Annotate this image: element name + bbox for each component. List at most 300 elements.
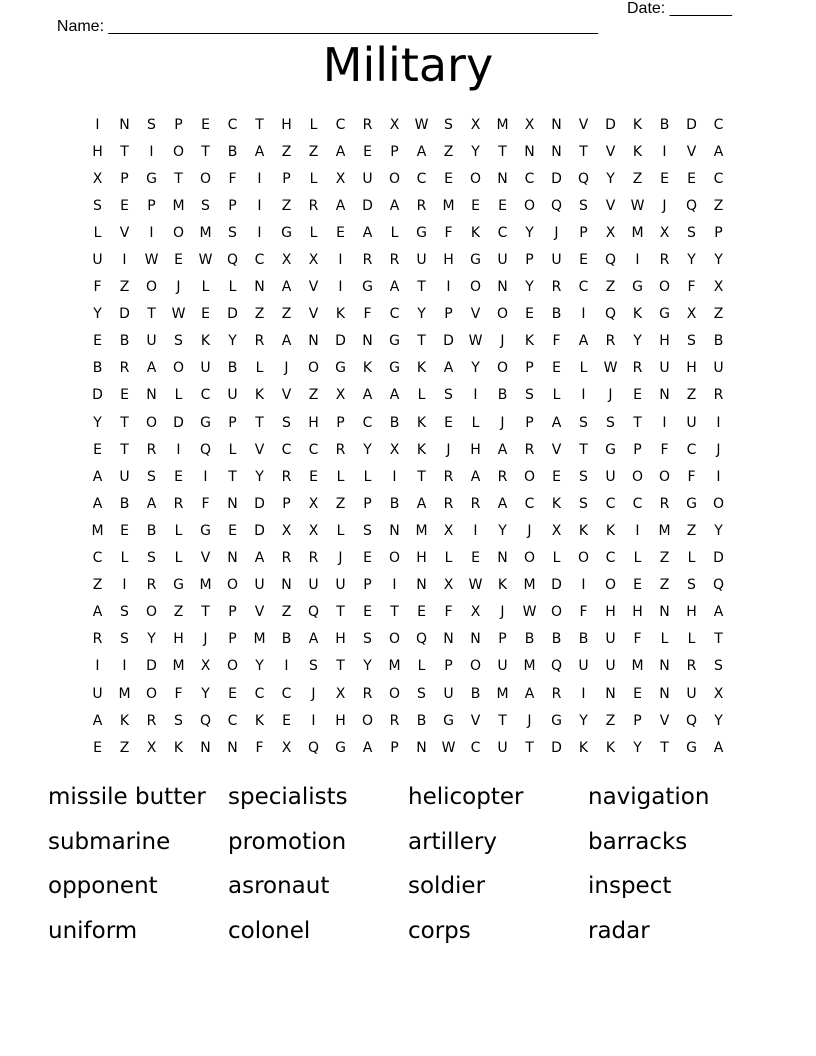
grid-letter: E <box>93 333 102 350</box>
grid-letter: T <box>579 441 588 458</box>
grid-letter: A <box>146 360 157 377</box>
grid-letter: A <box>281 279 292 296</box>
grid-letter: Y <box>633 333 642 350</box>
grid-letter: G <box>335 360 346 377</box>
word-list-item: submarine <box>48 828 171 855</box>
grid-letter: G <box>686 739 697 756</box>
grid-letter: F <box>201 495 210 512</box>
grid-letter: U <box>335 577 346 594</box>
grid-letter: R <box>362 116 373 133</box>
grid-letter: K <box>119 712 130 729</box>
grid-letter: S <box>120 631 129 648</box>
grid-letter: K <box>416 441 427 458</box>
grid-letter: R <box>335 441 346 458</box>
grid-letter: N <box>416 577 427 594</box>
grid-letter: M <box>415 522 428 539</box>
grid-letter: F <box>363 306 372 323</box>
grid-letter: A <box>335 197 346 214</box>
grid-letter: T <box>417 333 426 350</box>
grid-letter: B <box>119 495 130 512</box>
grid-letter: S <box>174 333 183 350</box>
grid-letter: L <box>174 387 183 404</box>
grid-letter: I <box>284 658 289 675</box>
grid-letter: X <box>335 387 346 404</box>
grid-letter: T <box>498 712 507 729</box>
grid-letter: C <box>254 685 265 702</box>
grid-letter: S <box>687 577 696 594</box>
grid-letter: O <box>145 414 158 431</box>
grid-letter: R <box>389 712 400 729</box>
grid-letter: K <box>605 739 616 756</box>
grid-letter: M <box>118 685 131 702</box>
grid-letter: A <box>443 360 454 377</box>
grid-letter: K <box>254 387 265 404</box>
grid-letter: L <box>309 224 318 241</box>
grid-letter: T <box>417 279 426 296</box>
grid-letter: A <box>308 631 319 648</box>
grid-letter: E <box>417 604 426 621</box>
grid-letter: T <box>336 658 345 675</box>
grid-letter: L <box>174 550 183 567</box>
grid-letter: V <box>605 143 616 160</box>
grid-letter: U <box>578 658 589 675</box>
grid-letter: N <box>551 116 562 133</box>
grid-letter: L <box>579 360 588 377</box>
grid-letter: S <box>579 468 588 485</box>
grid-letter: M <box>91 522 104 539</box>
grid-letter: O <box>469 658 482 675</box>
grid-letter: O <box>496 360 509 377</box>
grid-letter: L <box>471 414 480 431</box>
grid-letter: D <box>362 197 373 214</box>
word-list-item: inspect <box>588 873 672 900</box>
grid-letter: S <box>525 387 534 404</box>
grid-letter: V <box>308 279 319 296</box>
grid-letter: S <box>444 387 453 404</box>
grid-letter: N <box>281 577 292 594</box>
grid-letter: P <box>390 143 399 160</box>
grid-letter: K <box>416 414 427 431</box>
grid-letter: O <box>145 604 158 621</box>
word-list-item: asronaut <box>228 873 330 900</box>
grid-letter: D <box>713 550 724 567</box>
grid-letter: V <box>578 116 589 133</box>
grid-letter: Z <box>173 604 184 621</box>
grid-letter: A <box>92 468 103 485</box>
grid-letter: A <box>362 387 373 404</box>
grid-letter: A <box>524 685 535 702</box>
grid-letter: Z <box>713 306 724 323</box>
grid-letter: Y <box>525 279 534 296</box>
grid-letter: Y <box>255 468 264 485</box>
grid-letter: K <box>173 739 184 756</box>
grid-letter: B <box>146 522 157 539</box>
grid-letter: S <box>201 197 210 214</box>
grid-letter: E <box>660 170 669 187</box>
grid-letter: S <box>579 414 588 431</box>
word-list-item: colonel <box>228 917 311 944</box>
grid-letter: S <box>579 495 588 512</box>
grid-letter: B <box>470 685 481 702</box>
grid-letter: W <box>468 577 483 594</box>
grid-letter: C <box>686 441 697 458</box>
grid-letter: U <box>92 252 103 269</box>
word-list-item: radar <box>588 917 650 944</box>
grid-letter: C <box>281 685 292 702</box>
grid-letter: B <box>119 333 130 350</box>
grid-letter: I <box>581 577 586 594</box>
grid-letter: Z <box>119 739 130 756</box>
grid-letter: R <box>497 468 508 485</box>
grid-letter: C <box>362 414 373 431</box>
grid-letter: Z <box>281 306 292 323</box>
grid-letter: T <box>201 143 210 160</box>
grid-letter: J <box>500 604 505 621</box>
grid-letter: Y <box>714 522 723 539</box>
grid-letter: E <box>120 387 129 404</box>
grid-letter: L <box>336 468 345 485</box>
grid-letter: Z <box>119 279 130 296</box>
grid-letter: F <box>579 604 588 621</box>
grid-letter: R <box>443 468 454 485</box>
grid-letter: D <box>92 387 103 404</box>
grid-letter: O <box>388 550 401 567</box>
grid-letter: Y <box>633 739 642 756</box>
grid-letter: Q <box>550 658 563 675</box>
grid-letter: Q <box>307 739 320 756</box>
grid-letter: P <box>498 631 507 648</box>
grid-letter: J <box>608 387 613 404</box>
grid-letter: Q <box>604 306 617 323</box>
grid-letter: B <box>92 360 103 377</box>
grid-letter: M <box>172 658 185 675</box>
grid-letter: R <box>632 360 643 377</box>
grid-letter: B <box>578 631 589 648</box>
grid-letter: D <box>686 116 697 133</box>
grid-letter: Z <box>308 387 319 404</box>
grid-letter: F <box>633 631 642 648</box>
grid-letter: F <box>174 685 183 702</box>
grid-letter: T <box>660 739 669 756</box>
grid-letter: N <box>443 631 454 648</box>
grid-letter: R <box>92 631 103 648</box>
grid-letter: P <box>525 360 534 377</box>
grid-letter: E <box>174 252 183 269</box>
grid-letter: U <box>686 414 697 431</box>
grid-letter: X <box>200 658 211 675</box>
grid-letter: K <box>497 577 508 594</box>
grid-letter: Z <box>281 197 292 214</box>
grid-letter: Y <box>93 306 102 323</box>
grid-letter: E <box>471 197 480 214</box>
grid-letter: F <box>660 441 669 458</box>
grid-letter: C <box>389 306 400 323</box>
grid-letter: H <box>416 550 427 567</box>
grid-letter: I <box>149 224 154 241</box>
grid-letter: X <box>524 116 535 133</box>
grid-letter: J <box>500 333 505 350</box>
grid-letter: E <box>363 143 372 160</box>
grid-letter: X <box>335 685 346 702</box>
grid-letter: N <box>497 550 508 567</box>
grid-letter: T <box>417 468 426 485</box>
grid-letter: U <box>362 170 373 187</box>
grid-letter: W <box>441 739 456 756</box>
grid-letter: R <box>524 441 535 458</box>
grid-letter: I <box>581 306 586 323</box>
grid-letter: S <box>147 116 156 133</box>
grid-letter: L <box>444 550 453 567</box>
grid-letter: K <box>632 116 643 133</box>
grid-letter: R <box>308 197 319 214</box>
grid-letter: D <box>227 306 238 323</box>
grid-letter: X <box>443 522 454 539</box>
grid-letter: L <box>687 631 696 648</box>
grid-letter: U <box>686 685 697 702</box>
grid-letter: E <box>687 170 696 187</box>
grid-letter: Y <box>228 333 237 350</box>
grid-letter: N <box>659 387 670 404</box>
grid-letter: X <box>605 224 616 241</box>
grid-letter: Z <box>605 279 616 296</box>
grid-letter: P <box>444 306 453 323</box>
grid-letter: S <box>363 522 372 539</box>
grid-letter: E <box>309 468 318 485</box>
grid-letter: G <box>632 279 643 296</box>
grid-letter: E <box>633 685 642 702</box>
grid-letter: A <box>713 143 724 160</box>
grid-letter: E <box>228 685 237 702</box>
grid-letter: N <box>200 739 211 756</box>
grid-letter: R <box>146 577 157 594</box>
grid-letter: I <box>392 577 397 594</box>
grid-letter: A <box>578 333 589 350</box>
grid-letter: E <box>120 197 129 214</box>
grid-letter: G <box>200 414 211 431</box>
word-list-item: artillery <box>408 828 497 855</box>
grid-letter: I <box>392 468 397 485</box>
grid-letter: L <box>174 522 183 539</box>
grid-letter: D <box>551 170 562 187</box>
grid-letter: V <box>281 387 292 404</box>
grid-letter: P <box>282 170 291 187</box>
word-list-item: opponent <box>48 873 158 900</box>
grid-letter: R <box>605 333 616 350</box>
grid-letter: X <box>551 522 562 539</box>
grid-letter: G <box>200 522 211 539</box>
grid-letter: C <box>632 495 643 512</box>
grid-letter: E <box>282 712 291 729</box>
grid-letter: R <box>281 550 292 567</box>
grid-letter: G <box>551 712 562 729</box>
grid-letter: V <box>470 306 481 323</box>
grid-letter: D <box>335 333 346 350</box>
grid-letter: P <box>579 224 588 241</box>
grid-letter: Y <box>471 143 480 160</box>
grid-letter: A <box>254 143 265 160</box>
grid-letter: N <box>308 333 319 350</box>
grid-letter: U <box>659 360 670 377</box>
grid-letter: N <box>524 143 535 160</box>
grid-letter: R <box>308 550 319 567</box>
grid-letter: H <box>335 631 346 648</box>
grid-letter: F <box>228 170 237 187</box>
grid-letter: S <box>174 712 183 729</box>
grid-letter: Y <box>417 306 426 323</box>
grid-letter: G <box>659 306 670 323</box>
grid-letter: H <box>659 333 670 350</box>
grid-letter: H <box>335 712 346 729</box>
grid-letter: O <box>226 577 239 594</box>
grid-letter: A <box>389 197 400 214</box>
grid-letter: Z <box>443 143 454 160</box>
grid-letter: E <box>498 197 507 214</box>
grid-letter: X <box>389 116 400 133</box>
grid-letter: K <box>578 522 589 539</box>
grid-letter: Q <box>604 252 617 269</box>
grid-letter: L <box>660 631 669 648</box>
grid-letter: I <box>311 712 316 729</box>
grid-letter: S <box>417 685 426 702</box>
grid-letter: F <box>93 279 102 296</box>
grid-letter: E <box>363 550 372 567</box>
grid-letter: E <box>201 116 210 133</box>
grid-letter: L <box>228 279 237 296</box>
grid-letter: J <box>527 712 532 729</box>
grid-letter: Z <box>605 712 616 729</box>
grid-letter: C <box>713 116 724 133</box>
grid-letter: Z <box>659 550 670 567</box>
grid-letter: C <box>254 252 265 269</box>
grid-letter: O <box>172 360 185 377</box>
grid-letter: Q <box>685 197 698 214</box>
grid-letter: R <box>362 685 373 702</box>
grid-letter: C <box>416 170 427 187</box>
grid-letter: M <box>496 685 509 702</box>
grid-letter: A <box>416 143 427 160</box>
grid-letter: P <box>120 170 129 187</box>
grid-letter: Q <box>550 197 563 214</box>
grid-letter: B <box>713 333 724 350</box>
grid-letter: I <box>122 658 127 675</box>
grid-letter: I <box>662 143 667 160</box>
grid-letter: R <box>443 495 454 512</box>
grid-letter: D <box>551 739 562 756</box>
grid-letter: W <box>171 306 186 323</box>
grid-letter: M <box>253 631 266 648</box>
word-list-item: barracks <box>588 828 688 855</box>
grid-letter: I <box>446 279 451 296</box>
grid-letter: X <box>308 252 319 269</box>
grid-letter: O <box>523 468 536 485</box>
grid-letter: O <box>631 468 644 485</box>
grid-letter: E <box>552 360 561 377</box>
grid-letter: W <box>630 197 645 214</box>
grid-letter: N <box>659 658 670 675</box>
grid-letter: D <box>254 495 265 512</box>
grid-letter: N <box>659 685 670 702</box>
grid-letter: K <box>200 333 211 350</box>
grid-letter: D <box>119 306 130 323</box>
grid-letter: I <box>581 387 586 404</box>
grid-letter: I <box>716 414 721 431</box>
grid-letter: Y <box>498 522 507 539</box>
grid-letter: Q <box>415 631 428 648</box>
grid-letter: U <box>713 360 724 377</box>
grid-letter: E <box>363 604 372 621</box>
grid-letter: O <box>172 143 185 160</box>
grid-letter: D <box>605 116 616 133</box>
grid-letter: Z <box>632 170 643 187</box>
grid-letter: E <box>120 522 129 539</box>
grid-letter: H <box>281 116 292 133</box>
grid-letter: M <box>523 658 536 675</box>
grid-letter: O <box>388 170 401 187</box>
grid-letter: I <box>203 468 208 485</box>
grid-letter: I <box>338 279 343 296</box>
grid-letter: M <box>199 577 212 594</box>
grid-letter: C <box>227 116 238 133</box>
grid-letter: A <box>713 604 724 621</box>
grid-letter: K <box>362 360 373 377</box>
grid-letter: T <box>525 739 534 756</box>
grid-letter: T <box>174 170 183 187</box>
grid-letter: A <box>362 739 373 756</box>
grid-letter: R <box>713 387 724 404</box>
grid-letter: W <box>468 333 483 350</box>
grid-letter: I <box>716 468 721 485</box>
grid-letter: N <box>146 387 157 404</box>
grid-letter: Z <box>281 604 292 621</box>
grid-letter: M <box>658 522 671 539</box>
grid-letter: P <box>633 712 642 729</box>
grid-letter: L <box>633 550 642 567</box>
grid-letter: S <box>282 414 291 431</box>
grid-letter: R <box>362 252 373 269</box>
grid-letter: I <box>635 252 640 269</box>
date-field-label: Date: _______ <box>627 0 732 17</box>
grid-letter: O <box>523 197 536 214</box>
grid-letter: Y <box>525 224 534 241</box>
grid-letter: C <box>497 224 508 241</box>
grid-letter: A <box>335 143 346 160</box>
grid-letter: I <box>122 252 127 269</box>
grid-letter: U <box>497 252 508 269</box>
grid-letter: A <box>713 739 724 756</box>
grid-letter: J <box>338 550 343 567</box>
grid-letter: G <box>605 441 616 458</box>
grid-letter: Q <box>712 577 725 594</box>
grid-letter: T <box>579 143 588 160</box>
grid-letter: X <box>713 279 724 296</box>
grid-letter: R <box>146 441 157 458</box>
grid-letter: X <box>281 522 292 539</box>
grid-letter: R <box>470 495 481 512</box>
grid-letter: A <box>497 441 508 458</box>
grid-letter: O <box>469 170 482 187</box>
grid-letter: V <box>551 441 562 458</box>
grid-letter: Y <box>606 170 615 187</box>
grid-letter: L <box>417 658 426 675</box>
grid-letter: Y <box>363 658 372 675</box>
grid-letter: Y <box>201 685 210 702</box>
grid-letter: V <box>686 143 697 160</box>
grid-letter: I <box>338 252 343 269</box>
grid-letter: B <box>497 387 508 404</box>
grid-letter: C <box>227 712 238 729</box>
grid-letter: U <box>605 468 616 485</box>
grid-letter: I <box>95 658 100 675</box>
